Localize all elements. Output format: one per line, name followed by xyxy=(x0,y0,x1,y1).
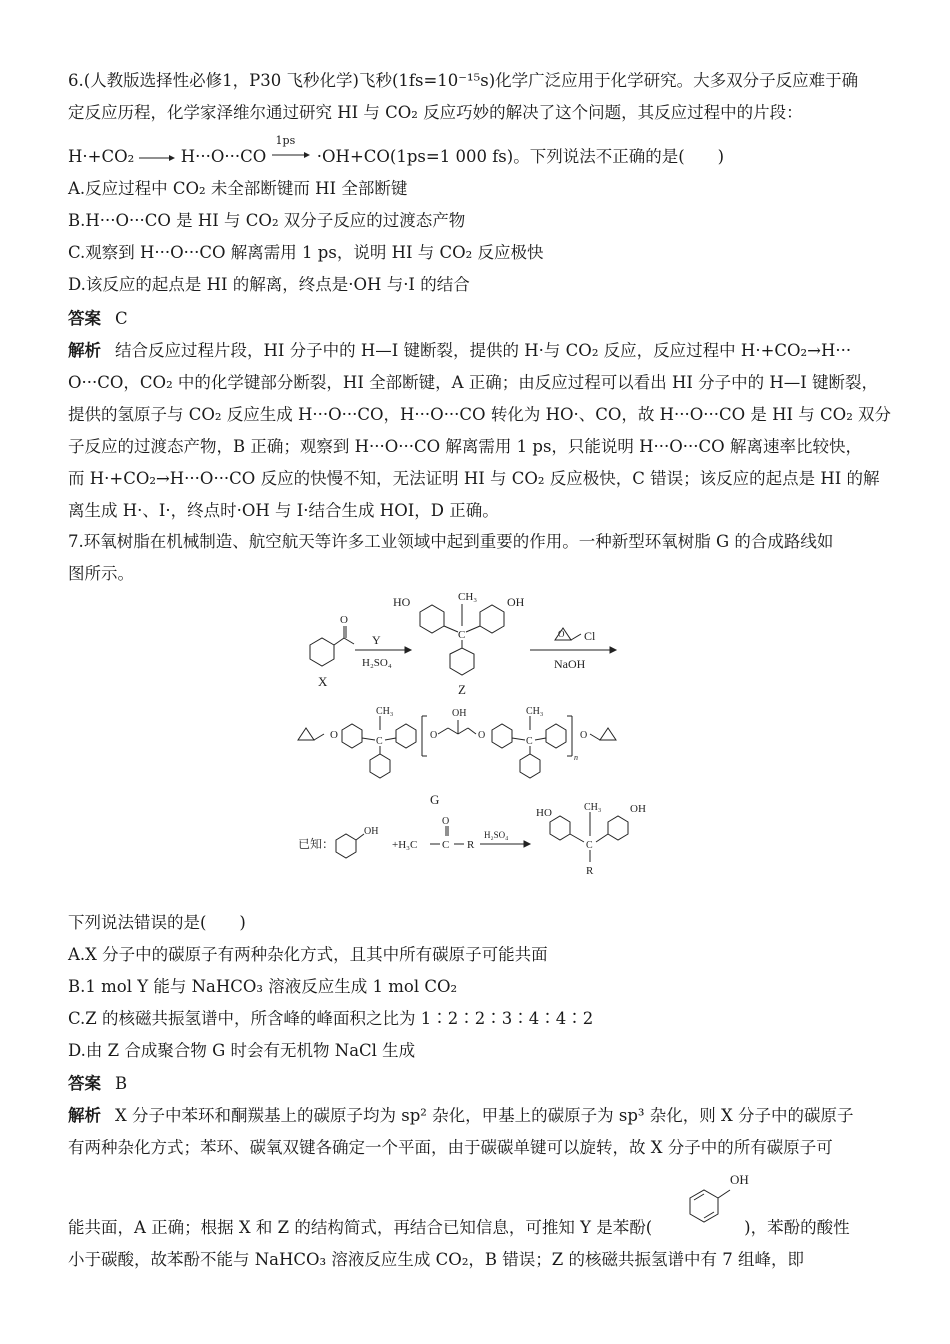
q6-analysis-text: 结合反应过程片段，HI 分子中的 H—I 键断裂，提供的 H·与 CO₂ 反应，反应过程中 H·+CO₂→H··· xyxy=(115,341,852,360)
q7-analysis-text: X 分子中苯环和酮羰基上的碳原子均为 sp² 杂化，甲基上的碳原子为 sp³ 杂化，则 X 分子中的碳原子 xyxy=(115,1106,854,1125)
compound-z xyxy=(393,591,525,697)
label-ho: HO xyxy=(536,807,552,819)
q6-analysis-line6: 离生成 H·、I·，终点时·OH 与 I·结合生成 HOI，D 正确。 xyxy=(68,501,499,520)
label-oh: OH xyxy=(730,1172,749,1187)
q7-analysis-line1 xyxy=(68,1105,886,1127)
q7-analysis-line4: 小于碳酸，故苯酚不能与 NaHCO₃ 溶液反应生成 CO₂，B 错误；Z 的核磁共振氢谱中有 7 组峰，即 xyxy=(68,1250,804,1269)
q6-answer-label: 答案 xyxy=(68,309,101,328)
q6-option-a: A.反应过程中 CO₂ 未全部断键而 HI 全部断键 xyxy=(68,179,408,198)
label-ch3: CH₃ xyxy=(376,706,394,717)
q6-analysis-line1 xyxy=(68,340,886,362)
label-o: O xyxy=(558,629,565,639)
q7-analysis-label: 解析 xyxy=(68,1106,101,1125)
label-ch3: CH₃ xyxy=(458,591,478,603)
label-oh: OH xyxy=(364,826,379,837)
q7-stem-line1: 7.环氧树脂在机械制造、航空航天等许多工业领域中起到重要的作用。一种新型环氧树脂 G 的合成路线如 xyxy=(68,532,834,551)
label-c: C xyxy=(526,736,533,747)
q7-answer xyxy=(68,1073,886,1095)
label-oh: OH xyxy=(630,803,646,815)
label-o: O xyxy=(330,729,338,741)
q6-eq-left: H·+CO₂ xyxy=(68,147,135,166)
label-o: O xyxy=(478,730,486,741)
q7-question: 下列说法错误的是( ) xyxy=(68,913,246,932)
q6-analysis-label: 解析 xyxy=(68,341,101,360)
label-x: X xyxy=(318,674,328,689)
compound-g xyxy=(298,706,616,807)
q7-analysis-line2: 有两种杂化方式；苯环、碳氧双键各确定一个平面，由于碳碳单键可以旋转，故 X 分子中的所有碳原子可 xyxy=(68,1138,833,1157)
label-z: Z xyxy=(458,682,466,697)
label-o: O xyxy=(580,730,588,741)
label-h3c: +H₃C xyxy=(392,839,418,851)
q6-answer xyxy=(68,308,886,330)
q6-stem-line2: 定反应历程，化学家泽维尔通过研究 HI 与 CO₂ 反应巧妙的解决了这个问题，其反应过程中的片段： xyxy=(68,103,803,122)
arrow-icon xyxy=(272,150,310,160)
q6-stem-line1: 6.(人教版选择性必修1，P30 飞秒化学)飞秒(1fs=10⁻¹⁵s)化学广泛应用于化学研究。大多双分子反应难于确 xyxy=(68,71,859,90)
arrow-icon xyxy=(139,153,175,163)
label-o: O xyxy=(430,730,438,741)
label-ch3: CH₃ xyxy=(584,802,602,813)
label-o: O xyxy=(442,816,450,827)
q6-eq-right: ·OH+CO(1ps=1 000 fs)。下列说法不正确的是( ) xyxy=(316,147,725,166)
q7-option-b: B.1 mol Y 能与 NaHCO₃ 溶液反应生成 1 mol CO₂ xyxy=(68,977,458,996)
label-y: Y xyxy=(372,633,381,647)
q6-eq-mid: H···O···CO xyxy=(180,147,267,166)
q7-option-d: D.由 Z 合成聚合物 G 时会有无机物 NaCl 生成 xyxy=(68,1041,416,1060)
label-ch3: CH₃ xyxy=(526,706,544,717)
label-o: O xyxy=(340,614,348,626)
q6-eq-arrow-label: 1ps xyxy=(275,134,296,147)
label-cl: Cl xyxy=(584,629,596,643)
label-oh: OH xyxy=(452,708,467,719)
q7-analysis-line3b: )，苯酚的酸性 xyxy=(744,1218,850,1237)
q6-option-c: C.观察到 H···O···CO 解离需用 1 ps，说明 HI 与 CO₂ 反应极快 xyxy=(68,243,544,262)
q7-option-a: A.X 分子中的碳原子有两种杂化方式，且其中所有碳原子可能共面 xyxy=(68,945,548,964)
q7-stem-line2: 图所示。 xyxy=(68,564,134,583)
label-r: R xyxy=(467,839,475,851)
q6-option-d: D.该反应的起点是 HI 的解离，终点是·OH 与·I 的结合 xyxy=(68,275,470,294)
label-r: R xyxy=(586,865,594,877)
phenol-structure xyxy=(680,1168,770,1240)
known-reaction xyxy=(298,802,646,877)
q6-analysis-line5: 而 H·+CO₂→H···O···CO 反应的快慢不知，无法证明 HI 与 CO₂ 反应极快，C 错误；该反应的起点是 HI 的解 xyxy=(68,469,880,488)
compound-x xyxy=(310,614,354,689)
q7-analysis-line3a: 能共面，A 正确；根据 X 和 Z 的结构简式，再结合已知信息，可推知 Y 是苯酚( xyxy=(68,1218,653,1237)
label-c: C xyxy=(442,839,450,851)
label-c: C xyxy=(376,736,383,747)
label-h2so4: H₂SO₄ xyxy=(484,830,509,840)
q6-answer-value: C xyxy=(115,309,128,328)
q7-answer-label: 答案 xyxy=(68,1074,101,1093)
label-naoh: NaOH xyxy=(554,657,586,671)
q6-analysis-line3: 提供的氢原子与 CO₂ 反应生成 H···O···CO，H···O···CO 转化为 HO·、CO，故 H···O···CO 是 HI 与 CO₂ 双分 xyxy=(68,405,892,424)
label-c: C xyxy=(586,840,593,851)
label-oh: OH xyxy=(507,595,525,609)
label-g: G xyxy=(430,792,440,807)
label-known: 已知： xyxy=(298,837,335,851)
q6-equation xyxy=(68,134,886,168)
q7-answer-value: B xyxy=(115,1074,128,1093)
q6-analysis-line4: 子反应的过渡态产物，B 正确；观察到 H···O···CO 解离需用 1 ps，只能说明 H···O···CO 解离速率比较快， xyxy=(68,437,862,456)
q7-option-c: C.Z 的核磁共振氢谱中，所含峰的峰面积之比为 1∶2∶2∶3∶4∶4∶2 xyxy=(68,1009,594,1028)
synthesis-scheme xyxy=(280,590,680,910)
q6-option-b: B.H···O···CO 是 HI 与 CO₂ 双分子反应的过渡态产物 xyxy=(68,211,466,230)
label-h2so4: H₂SO₄ xyxy=(362,657,392,669)
label-c: C xyxy=(458,629,466,641)
q6-analysis-line2: O···CO，CO₂ 中的化学键部分断裂，HI 全部断键，A 正确；由反应过程可以看出 HI 分子中的 H—I 键断裂， xyxy=(68,373,879,392)
label-ho: HO xyxy=(393,595,411,609)
label-n: n xyxy=(574,753,578,762)
